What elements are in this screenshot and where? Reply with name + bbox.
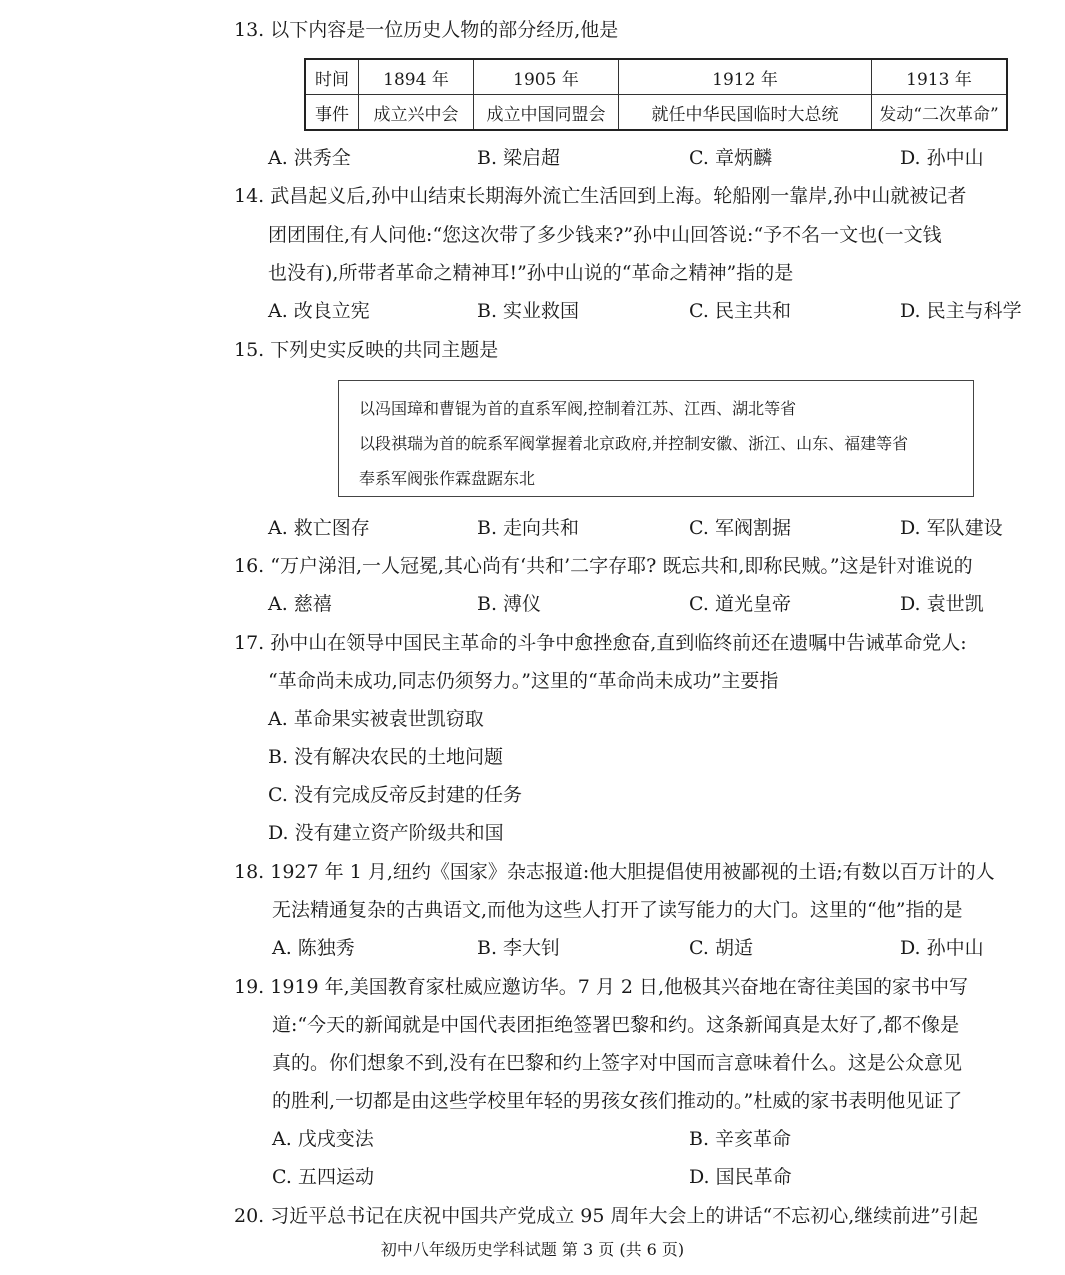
q18-option-b: B. 李大钊 — [477, 937, 561, 959]
q15-stem: 15. 下列史实反映的共同主题是 — [234, 339, 499, 361]
q19-line-1: 19. 1919 年,美国教育家杜威应邀访华。7 月 2 日,他极其兴奋地在寄往美国的家书中写 — [234, 976, 969, 998]
table-cell: 1913 年 — [872, 59, 1008, 95]
q15-option-d: D. 军队建设 — [900, 517, 1003, 539]
table-cell: 成立中国同盟会 — [474, 95, 619, 131]
q13-option-b: B. 梁启超 — [477, 147, 561, 169]
q15-material-line: 奉系军阀张作霖盘踞东北 — [359, 469, 536, 488]
q17-option-a: A. 革命果实被袁世凯窃取 — [268, 708, 484, 730]
table-cell: 事件 — [305, 95, 359, 131]
table-cell: 就任中华民国临时大总统 — [619, 95, 872, 131]
q19-line-3: 真的。你们想象不到,没有在巴黎和约上签字对中国而言意味着什么。这是公众意见 — [272, 1052, 963, 1074]
q15-material-line: 以冯国璋和曹锟为首的直系军阀,控制着江苏、江西、湖北等省 — [359, 399, 797, 418]
q14-line-2: 团团围住,有人问他:“您这次带了多少钱来?”孙中山回答说:“予不名一文也(一文钱 — [268, 224, 942, 246]
q14-line-1: 14. 武昌起义后,孙中山结束长期海外流亡生活回到上海。轮船刚一靠岸,孙中山就被记者 — [234, 185, 967, 207]
q16-option-a: A. 慈禧 — [268, 593, 332, 615]
q15-material-box — [338, 380, 974, 497]
q15-option-a: A. 救亡图存 — [268, 517, 370, 539]
q15-option-c: C. 军阀割据 — [689, 517, 791, 539]
q19-option-d: D. 国民革命 — [689, 1166, 792, 1188]
q14-option-d: D. 民主与科学 — [900, 300, 1022, 322]
q16-stem: 16. “万户涕泪,一人冠冕,其心尚有‘共和’二字存耶? 既忘共和,即称民贼。”这是针对谁说的 — [234, 555, 973, 577]
q19-line-4: 的胜利,一切都是由这些学校里年轻的男孩女孩们推动的。”杜威的家书表明他见证了 — [272, 1090, 963, 1112]
q19-option-a: A. 戊戌变法 — [272, 1128, 374, 1150]
q19-option-c: C. 五四运动 — [272, 1166, 374, 1188]
table-cell: 1894 年 — [359, 59, 474, 95]
q18-option-c: C. 胡适 — [689, 937, 753, 959]
q19-line-2: 道:“今天的新闻就是中国代表团拒绝签署巴黎和约。这条新闻真是太好了,都不像是 — [272, 1014, 960, 1036]
q14-option-b: B. 实业救国 — [477, 300, 580, 322]
q15-material-line: 以段祺瑞为首的皖系军阀掌握着北京政府,并控制安徽、浙江、山东、福建等省 — [359, 434, 909, 453]
q13-option-d: D. 孙中山 — [900, 147, 984, 169]
table-cell: 时间 — [305, 59, 359, 95]
q13-option-a: A. 洪秀全 — [268, 147, 351, 169]
q17-option-b: B. 没有解决农民的土地问题 — [268, 746, 504, 768]
q17-line-1: 17. 孙中山在领导中国民主革命的斗争中愈挫愈奋,直到临终前还在遗嘱中告诫革命党人: — [234, 632, 967, 654]
q14-option-a: A. 改良立宪 — [268, 300, 370, 322]
q18-option-a: A. 陈独秀 — [272, 937, 355, 959]
table-cell: 成立兴中会 — [359, 95, 474, 131]
q14-line-3: 也没有),所带者革命之精神耳!”孙中山说的“革命之精神”指的是 — [268, 262, 794, 284]
q17-line-2: “革命尚未成功,同志仍须努力。”这里的“革命尚未成功”主要指 — [268, 670, 779, 692]
q16-option-c: C. 道光皇帝 — [689, 593, 791, 615]
q17-option-c: C. 没有完成反帝反封建的任务 — [268, 784, 522, 806]
q18-line-1: 18. 1927 年 1 月,纽约《国家》杂志报道:他大胆提倡使用被鄙视的土语;有数以百万计的人 — [234, 861, 995, 883]
q17-option-d: D. 没有建立资产阶级共和国 — [268, 822, 504, 844]
table-row — [305, 59, 1007, 95]
q13-table — [304, 58, 1008, 131]
table-cell: 发动“二次革命” — [872, 95, 1008, 131]
q15-option-b: B. 走向共和 — [477, 517, 580, 539]
table-row — [305, 95, 1007, 131]
table-cell: 1912 年 — [619, 59, 872, 95]
table-cell: 1905 年 — [474, 59, 619, 95]
q18-option-d: D. 孙中山 — [900, 937, 984, 959]
q13-stem: 13. 以下内容是一位历史人物的部分经历,他是 — [234, 19, 619, 41]
q18-line-2: 无法精通复杂的古典语文,而他为这些人打开了读写能力的大门。这里的“他”指的是 — [272, 899, 963, 921]
q20-stem: 20. 习近平总书记在庆祝中国共产党成立 95 周年大会上的讲话“不忘初心,继续前进”引起 — [234, 1205, 978, 1227]
q14-option-c: C. 民主共和 — [689, 300, 791, 322]
q16-option-b: B. 溥仪 — [477, 593, 542, 615]
q16-option-d: D. 袁世凯 — [900, 593, 984, 615]
page-footer: 初中八年级历史学科试题 第 3 页 (共 6 页) — [380, 1240, 685, 1259]
q19-option-b: B. 辛亥革命 — [689, 1128, 792, 1150]
q13-option-c: C. 章炳麟 — [689, 147, 772, 169]
